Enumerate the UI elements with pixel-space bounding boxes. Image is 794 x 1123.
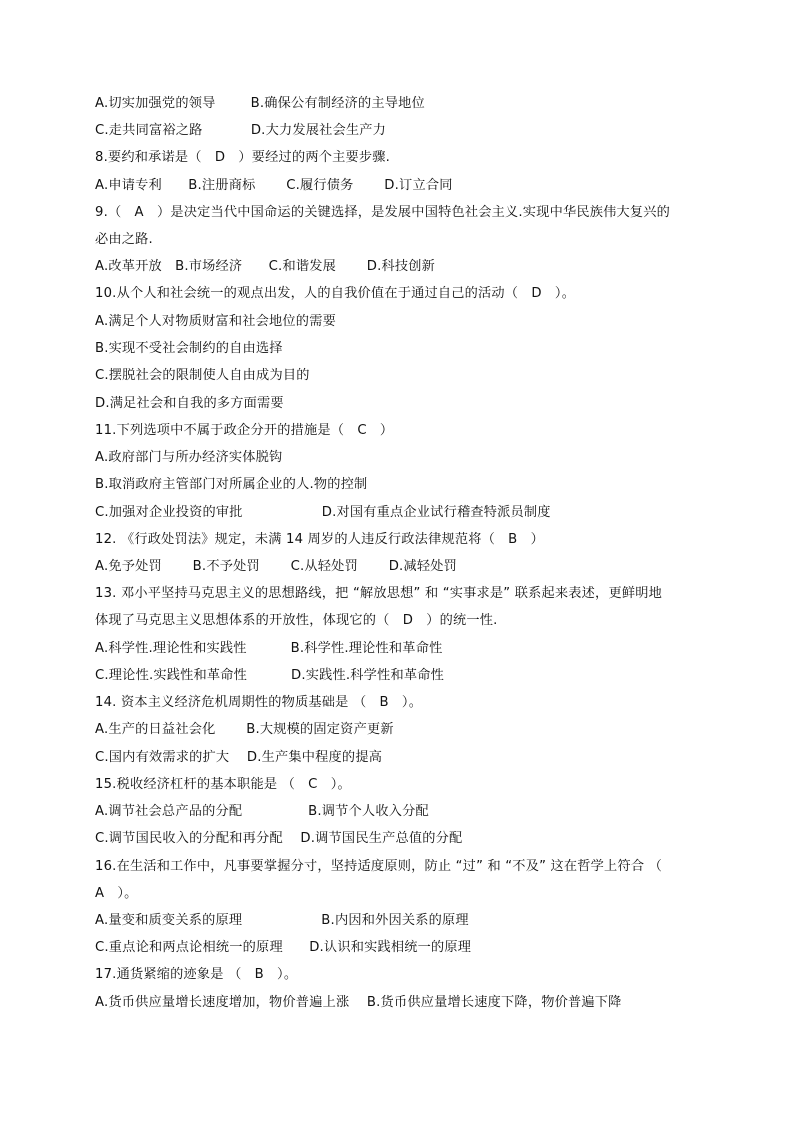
q10-option-d: D.满足社会和自我的多方面需要 xyxy=(95,396,284,411)
q9-question-cont: 必由之路. xyxy=(95,232,153,247)
q11-option-a: A.政府部门与所办经济实体脱钩 xyxy=(95,450,283,465)
q13-options-ab: A.科学性.理论性和实践性 B.科学性.理论性和革命性 xyxy=(95,641,443,656)
q13-options-cd: C.理论性.实践性和革命性 D.实践性.科学性和革命性 xyxy=(95,668,444,683)
q16-options-ab: A.量变和质变关系的原理 B.内因和外因关系的原理 xyxy=(95,913,469,928)
q16-options-cd: C.重点论和两点论相统一的原理 D.认识和实践相统一的原理 xyxy=(95,940,472,955)
q17-question: 17.通货紧缩的迹象是 （ B ）。 xyxy=(95,967,298,982)
q11-option-b: B.取消政府主管部门对所属企业的人.物的控制 xyxy=(95,477,368,492)
q7-options-cd: C.走共同富裕之路 D.大力发展社会生产力 xyxy=(95,123,387,138)
q12-options: A.免予处罚 B.不予处罚 C.从轻处罚 D.减轻处罚 xyxy=(95,559,457,574)
q10-question: 10.从个人和社会统一的观点出发，人的自我价值在于通过自己的活动（ D ）。 xyxy=(95,286,576,301)
q15-options-ab: A.调节社会总产品的分配 B.调节个人收入分配 xyxy=(95,804,429,819)
q14-options-cd: C.国内有效需求的扩大 D.生产集中程度的提高 xyxy=(95,750,383,765)
q10-option-c: C.摆脱社会的限制使人自由成为目的 xyxy=(95,368,310,383)
q11-options-cd: C.加强对企业投资的审批 D.对国有重点企业试行稽查特派员制度 xyxy=(95,505,551,520)
q9-options: A.改革开放 B.市场经济 C.和谐发展 D.科技创新 xyxy=(95,259,436,274)
q11-question: 11.下列选项中不属于政企分开的措施是（ C ） xyxy=(95,423,394,438)
q13-question: 13. 邓小平坚持马克思主义的思想路线，把 “解放思想” 和 “实事求是” 联系起来表述，更鲜明地 xyxy=(95,586,662,601)
q9-question: 9.（ A ）是决定当代中国命运的关键选择，是发展中国特色社会主义.实现中华民族伟大复兴的 xyxy=(95,205,671,220)
q8-question: 8.要约和承诺是（ D ）要经过的两个主要步骤. xyxy=(95,150,391,165)
q8-options: A.申请专利 B.注册商标 C.履行债务 D.订立合同 xyxy=(95,178,453,193)
q10-option-a: A.满足个人对物质财富和社会地位的需要 xyxy=(95,314,336,329)
q16-question-cont: A ）。 xyxy=(95,886,138,901)
q12-question: 12. 《行政处罚法》规定，未满 14 周岁的人违反行政法律规范将（ B ） xyxy=(95,532,544,547)
q14-question: 14. 资本主义经济危机周期性的物质基础是 （ B ）。 xyxy=(95,695,423,710)
q15-options-cd: C.调节国民收入的分配和再分配 D.调节国民生产总值的分配 xyxy=(95,831,463,846)
q17-options-ab: A.货币供应量增长速度增加，物价普遍上涨 B.货币供应量增长速度下降，物价普遍下降 xyxy=(95,995,622,1010)
q7-options-ab: A.切实加强党的领导 B.确保公有制经济的主导地位 xyxy=(95,96,425,111)
q13-question-cont: 体现了马克思主义思想体系的开放性，体现它的（ D ）的统一性. xyxy=(95,613,498,628)
q16-question: 16.在生活和工作中，凡事要掌握分寸，坚持适度原则，防止 “过” 和 “不及” 这在哲学上符合 （ xyxy=(95,859,662,874)
q14-options-ab: A.生产的日益社会化 B.大规模的固定资产更新 xyxy=(95,722,394,737)
q15-question: 15.税收经济杠杆的基本职能是 （ C ）。 xyxy=(95,777,351,792)
q10-option-b: B.实现不受社会制约的自由选择 xyxy=(95,341,283,356)
